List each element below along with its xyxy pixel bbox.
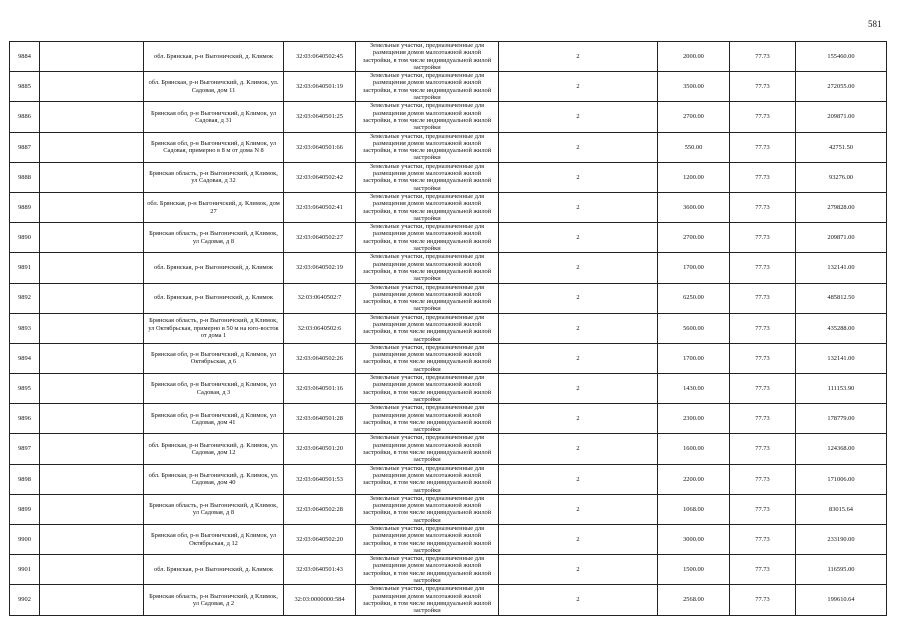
address-cell: Брянская область, р-н Выгоничский, д Климок, ул Садовая, д 32 — [144, 162, 284, 192]
cadastral-value-cell: 209871.00 — [796, 223, 887, 253]
group-cell: 2 — [499, 434, 658, 464]
group-cell: 2 — [499, 313, 658, 343]
cadastral-number-cell: 32:03:0640502:26 — [284, 343, 356, 373]
group-cell: 2 — [499, 192, 658, 222]
land-use-cell: Земельные участки, предназначенные для размещения домов малоэтажной жилой застройки, в том числе индивидуальной жилой застройки — [356, 313, 499, 343]
area-cell: 6250.00 — [658, 283, 730, 313]
land-use-cell: Земельные участки, предназначенные для размещения домов малоэтажной жилой застройки, в том числе индивидуальной жилой застройки — [356, 343, 499, 373]
group-cell: 2 — [499, 464, 658, 494]
land-use-cell: Земельные участки, предназначенные для размещения домов малоэтажной жилой застройки, в том числе индивидуальной жилой застройки — [356, 494, 499, 524]
rate-cell: 77.73 — [730, 404, 796, 434]
table-row — [10, 72, 887, 102]
group-cell: 2 — [499, 132, 658, 162]
cadastral-number-cell: 32:03:0640502:19 — [284, 253, 356, 283]
row-number-cell: 9888 — [10, 162, 40, 192]
land-use-cell: Земельные участки, предназначенные для размещения домов малоэтажной жилой застройки, в том числе индивидуальной жилой застройки — [356, 525, 499, 555]
empty-cell — [40, 42, 144, 72]
cadastral-value-cell: 272055.00 — [796, 72, 887, 102]
rate-cell: 77.73 — [730, 313, 796, 343]
land-use-cell: Земельные участки, предназначенные для размещения домов малоэтажной жилой застройки, в том числе индивидуальной жилой застройки — [356, 585, 499, 615]
cadastral-number-cell: 32:03:0640501:19 — [284, 72, 356, 102]
cadastral-value-cell: 233190.00 — [796, 525, 887, 555]
land-use-cell: Земельные участки, предназначенные для размещения домов малоэтажной жилой застройки, в том числе индивидуальной жилой застройки — [356, 102, 499, 132]
rate-cell: 77.73 — [730, 42, 796, 72]
table-row — [10, 585, 887, 615]
rate-cell: 77.73 — [730, 132, 796, 162]
row-number-cell: 9886 — [10, 102, 40, 132]
row-number-cell: 9898 — [10, 464, 40, 494]
cadastral-number-cell: 32:03:0640501:16 — [284, 374, 356, 404]
cadastral-number-cell: 32:03:0640502:7 — [284, 283, 356, 313]
table-row — [10, 464, 887, 494]
cadastral-number-cell: 32:03:0640502:20 — [284, 525, 356, 555]
address-cell: обл. Брянская, р-н Выгоничский, д. Климок — [144, 555, 284, 585]
empty-cell — [40, 162, 144, 192]
cadastral-value-cell: 209871.00 — [796, 102, 887, 132]
rate-cell: 77.73 — [730, 162, 796, 192]
land-use-cell: Земельные участки, предназначенные для размещения домов малоэтажной жилой застройки, в том числе индивидуальной жилой застройки — [356, 192, 499, 222]
address-cell: обл. Брянская, р-н Выгоничский, д. Климок — [144, 253, 284, 283]
cadastral-value-cell: 116595.00 — [796, 555, 887, 585]
rate-cell: 77.73 — [730, 223, 796, 253]
land-use-cell: Земельные участки, предназначенные для размещения домов малоэтажной жилой застройки, в том числе индивидуальной жилой застройки — [356, 162, 499, 192]
table-row — [10, 313, 887, 343]
cadastral-number-cell: 32:03:0000000:584 — [284, 585, 356, 615]
land-use-cell: Земельные участки, предназначенные для размещения домов малоэтажной жилой застройки, в том числе индивидуальной жилой застройки — [356, 434, 499, 464]
cadastral-number-cell: 32:03:0640502:27 — [284, 223, 356, 253]
address-cell: Брянская область, р-н Выгоничский, д Климок, ул Садовая, д 8 — [144, 223, 284, 253]
rate-cell: 77.73 — [730, 192, 796, 222]
area-cell: 5600.00 — [658, 313, 730, 343]
empty-cell — [40, 223, 144, 253]
empty-cell — [40, 434, 144, 464]
row-number-cell: 9892 — [10, 283, 40, 313]
empty-cell — [40, 102, 144, 132]
row-number-cell: 9884 — [10, 42, 40, 72]
rate-cell: 77.73 — [730, 464, 796, 494]
area-cell: 1700.00 — [658, 253, 730, 283]
row-number-cell: 9901 — [10, 555, 40, 585]
group-cell: 2 — [499, 72, 658, 102]
area-cell: 1430.00 — [658, 374, 730, 404]
land-use-cell: Земельные участки, предназначенные для размещения домов малоэтажной жилой застройки, в том числе индивидуальной жилой застройки — [356, 253, 499, 283]
area-cell: 2000.00 — [658, 42, 730, 72]
rate-cell: 77.73 — [730, 343, 796, 373]
address-cell: Брянская область, р-н Выгоничский, д Климок, ул Садовая, д 2 — [144, 585, 284, 615]
group-cell: 2 — [499, 343, 658, 373]
table-row — [10, 42, 887, 72]
address-cell: Брянская обл, р-н Выгоничский, д Климок, ул Октябрьская, д 6 — [144, 343, 284, 373]
rate-cell: 77.73 — [730, 102, 796, 132]
empty-cell — [40, 404, 144, 434]
cadastral-value-cell: 155460.00 — [796, 42, 887, 72]
address-cell: Брянская обл, р-н Выгоничский, д Климок, ул Октябрьская, д 12 — [144, 525, 284, 555]
area-cell: 2300.00 — [658, 404, 730, 434]
table-row — [10, 283, 887, 313]
land-use-cell: Земельные участки, предназначенные для размещения домов малоэтажной жилой застройки, в том числе индивидуальной жилой застройки — [356, 72, 499, 102]
cadastral-number-cell: 32:03:0640501:66 — [284, 132, 356, 162]
cadastral-number-cell: 32:03:0640502:28 — [284, 494, 356, 524]
empty-cell — [40, 72, 144, 102]
table-row — [10, 555, 887, 585]
table-row — [10, 494, 887, 524]
cadastral-number-cell: 32:03:0640501:43 — [284, 555, 356, 585]
address-cell: обл. Брянская, р-н Выгоничский, д. Климок — [144, 42, 284, 72]
area-cell: 1700.00 — [658, 343, 730, 373]
group-cell: 2 — [499, 253, 658, 283]
empty-cell — [40, 283, 144, 313]
cadastral-value-cell: 93276.00 — [796, 162, 887, 192]
empty-cell — [40, 192, 144, 222]
address-cell: обл. Брянская, р-н Выгоничский, д. Климок, дом 27 — [144, 192, 284, 222]
rate-cell: 77.73 — [730, 555, 796, 585]
empty-cell — [40, 494, 144, 524]
address-cell: Брянская обл, р-н Выгоничский, д Климок, ул Садовая, примерно в 8 м от дома N 8 — [144, 132, 284, 162]
address-cell: обл. Брянская, р-н Выгоничский, д. Климок, ул. Садовая, дом 40 — [144, 464, 284, 494]
cadastral-number-cell: 32:03:0640501:20 — [284, 434, 356, 464]
group-cell: 2 — [499, 223, 658, 253]
group-cell: 2 — [499, 525, 658, 555]
table-row — [10, 132, 887, 162]
area-cell: 3600.00 — [658, 192, 730, 222]
table-row — [10, 102, 887, 132]
address-cell: обл. Брянская, р-н Выгоничский, д. Климок — [144, 283, 284, 313]
row-number-cell: 9897 — [10, 434, 40, 464]
group-cell: 2 — [499, 283, 658, 313]
empty-cell — [40, 555, 144, 585]
group-cell: 2 — [499, 555, 658, 585]
empty-cell — [40, 313, 144, 343]
land-use-cell: Земельные участки, предназначенные для размещения домов малоэтажной жилой застройки, в том числе индивидуальной жилой застройки — [356, 132, 499, 162]
area-cell: 1500.00 — [658, 555, 730, 585]
row-number-cell: 9902 — [10, 585, 40, 615]
cadastral-number-cell: 32:03:0640501:53 — [284, 464, 356, 494]
row-number-cell: 9890 — [10, 223, 40, 253]
row-number-cell: 9900 — [10, 525, 40, 555]
rate-cell: 77.73 — [730, 434, 796, 464]
cadastral-value-cell: 124368.00 — [796, 434, 887, 464]
area-cell: 2700.00 — [658, 223, 730, 253]
group-cell: 2 — [499, 494, 658, 524]
page-number: 581 — [868, 19, 882, 29]
empty-cell — [40, 374, 144, 404]
empty-cell — [40, 343, 144, 373]
empty-cell — [40, 585, 144, 615]
land-use-cell: Земельные участки, предназначенные для размещения домов малоэтажной жилой застройки, в том числе индивидуальной жилой застройки — [356, 555, 499, 585]
group-cell: 2 — [499, 162, 658, 192]
area-cell: 1068.00 — [658, 494, 730, 524]
empty-cell — [40, 253, 144, 283]
row-number-cell: 9887 — [10, 132, 40, 162]
table-row — [10, 162, 887, 192]
row-number-cell: 9885 — [10, 72, 40, 102]
cadastral-value-cell: 132141.00 — [796, 253, 887, 283]
row-number-cell: 9891 — [10, 253, 40, 283]
address-cell: Брянская область, р-н Выгоничский, д Климок, ул Садовая, д 8 — [144, 494, 284, 524]
land-registry-table — [9, 41, 887, 616]
cadastral-value-cell: 435288.00 — [796, 313, 887, 343]
row-number-cell: 9894 — [10, 343, 40, 373]
rate-cell: 77.73 — [730, 72, 796, 102]
group-cell: 2 — [499, 374, 658, 404]
land-use-cell: Земельные участки, предназначенные для размещения домов малоэтажной жилой застройки, в том числе индивидуальной жилой застройки — [356, 283, 499, 313]
row-number-cell: 9896 — [10, 404, 40, 434]
address-cell: обл. Брянская, р-н Выгоничский, д. Климок, ул. Садовая, дом 12 — [144, 434, 284, 464]
table-row — [10, 434, 887, 464]
cadastral-value-cell: 111153.90 — [796, 374, 887, 404]
area-cell: 550.00 — [658, 132, 730, 162]
address-cell: Брянская обл, р-н Выгоничский, д Климок, ул Садовая, д 3 — [144, 374, 284, 404]
group-cell: 2 — [499, 42, 658, 72]
land-use-cell: Земельные участки, предназначенные для размещения домов малоэтажной жилой застройки, в том числе индивидуальной жилой застройки — [356, 404, 499, 434]
cadastral-number-cell: 32:03:0640501:28 — [284, 404, 356, 434]
land-use-cell: Земельные участки, предназначенные для размещения домов малоэтажной жилой застройки, в том числе индивидуальной жилой застройки — [356, 374, 499, 404]
cadastral-number-cell: 32:03:0640502:41 — [284, 192, 356, 222]
cadastral-value-cell: 199610.64 — [796, 585, 887, 615]
area-cell: 1200.00 — [658, 162, 730, 192]
address-cell: Брянская область, р-н Выгоничский, д Климок, ул Октябрьская, примерно в 50 м на юго-восток от дома 1 — [144, 313, 284, 343]
empty-cell — [40, 525, 144, 555]
row-number-cell: 9893 — [10, 313, 40, 343]
cadastral-number-cell: 32:03:0640501:25 — [284, 102, 356, 132]
table-row — [10, 525, 887, 555]
table-row — [10, 192, 887, 222]
cadastral-value-cell: 171006.00 — [796, 464, 887, 494]
rate-cell: 77.73 — [730, 494, 796, 524]
land-use-cell: Земельные участки, предназначенные для размещения домов малоэтажной жилой застройки, в том числе индивидуальной жилой застройки — [356, 223, 499, 253]
table-body — [10, 42, 887, 616]
area-cell: 1600.00 — [658, 434, 730, 464]
cadastral-value-cell: 132141.00 — [796, 343, 887, 373]
cadastral-number-cell: 32:03:0640502:45 — [284, 42, 356, 72]
empty-cell — [40, 464, 144, 494]
cadastral-number-cell: 32:03:0640502:6 — [284, 313, 356, 343]
address-cell: Брянская обл, р-н Выгоничский, д Климок, ул Садовая, дом 41 — [144, 404, 284, 434]
cadastral-value-cell: 485812.50 — [796, 283, 887, 313]
land-use-cell: Земельные участки, предназначенные для размещения домов малоэтажной жилой застройки, в том числе индивидуальной жилой застройки — [356, 42, 499, 72]
rate-cell: 77.73 — [730, 374, 796, 404]
cadastral-value-cell: 178779.00 — [796, 404, 887, 434]
address-cell: обл. Брянская, р-н Выгоничский, д. Климок, ул. Садовая, дом 11 — [144, 72, 284, 102]
area-cell: 3000.00 — [658, 525, 730, 555]
cadastral-number-cell: 32:03:0640502:42 — [284, 162, 356, 192]
cadastral-value-cell: 279828.00 — [796, 192, 887, 222]
empty-cell — [40, 132, 144, 162]
row-number-cell: 9895 — [10, 374, 40, 404]
address-cell: Брянская обл, р-н Выгоничский, д Климок, ул Садовая, д 31 — [144, 102, 284, 132]
group-cell: 2 — [499, 102, 658, 132]
row-number-cell: 9899 — [10, 494, 40, 524]
rate-cell: 77.73 — [730, 283, 796, 313]
row-number-cell: 9889 — [10, 192, 40, 222]
area-cell: 2568.00 — [658, 585, 730, 615]
table-row — [10, 343, 887, 373]
group-cell: 2 — [499, 585, 658, 615]
table-row — [10, 374, 887, 404]
rate-cell: 77.73 — [730, 253, 796, 283]
area-cell: 2200.00 — [658, 464, 730, 494]
rate-cell: 77.73 — [730, 585, 796, 615]
area-cell: 3500.00 — [658, 72, 730, 102]
table-row — [10, 253, 887, 283]
land-use-cell: Земельные участки, предназначенные для размещения домов малоэтажной жилой застройки, в том числе индивидуальной жилой застройки — [356, 464, 499, 494]
table-row — [10, 223, 887, 253]
rate-cell: 77.73 — [730, 525, 796, 555]
cadastral-value-cell: 42751.50 — [796, 132, 887, 162]
group-cell: 2 — [499, 404, 658, 434]
cadastral-value-cell: 83015.64 — [796, 494, 887, 524]
area-cell: 2700.00 — [658, 102, 730, 132]
table-row — [10, 404, 887, 434]
